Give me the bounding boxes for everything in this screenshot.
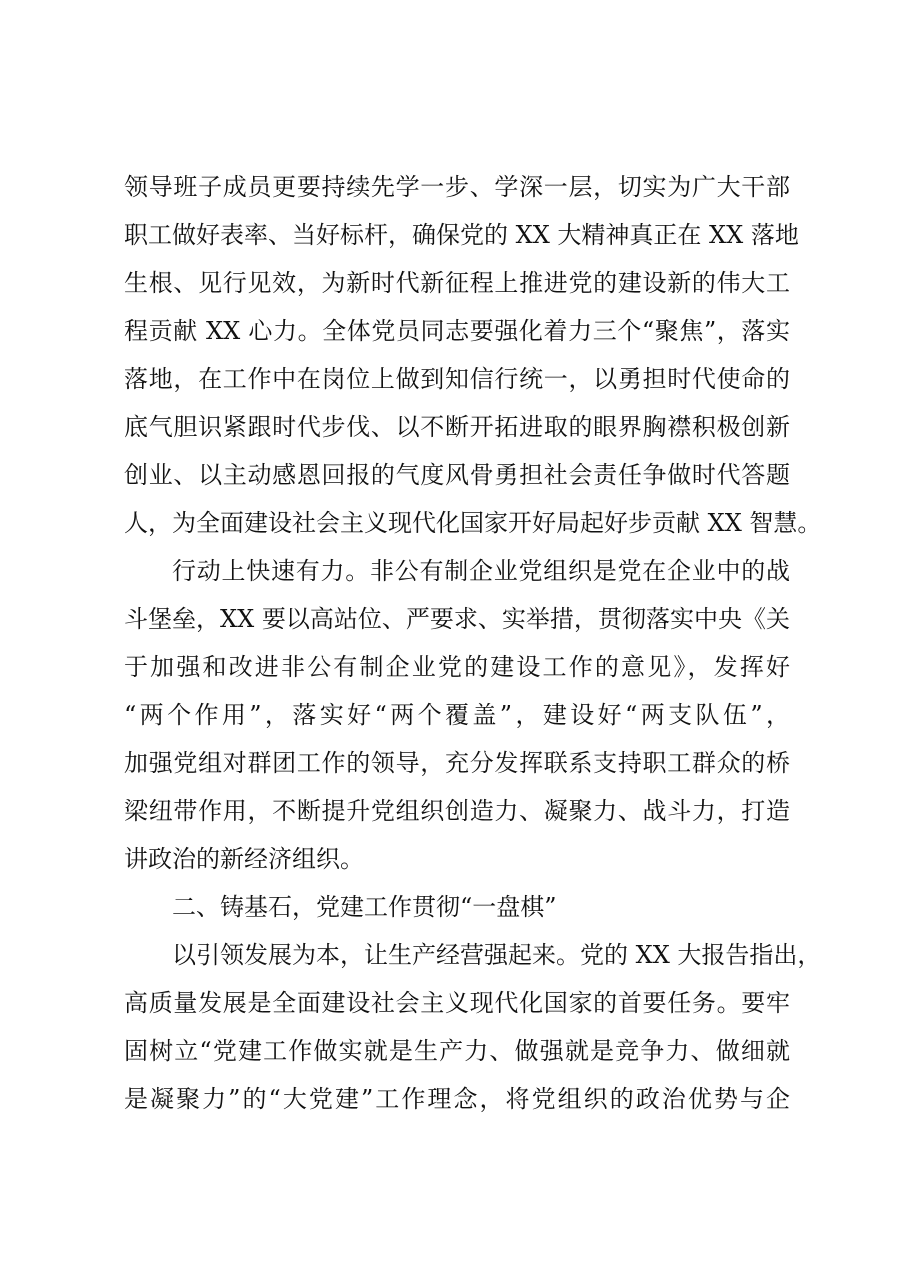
text-line: 职工做好表率、当好标杆，确保党的 XX 大精神真正在 XX 落地 bbox=[124, 221, 799, 249]
text-line: 底气胆识紧跟时代步伐、以不断开拓进取的眼界胸襟积极创新 bbox=[124, 413, 790, 441]
text-line: 是凝聚力”的“大党建”工作理念，将党组织的政治优势与企 bbox=[124, 1085, 790, 1113]
section-heading: 二、铸基石，党建工作贯彻“一盘棋” bbox=[172, 893, 557, 921]
text-line: 高质量发展是全面建设社会主义现代化国家的首要任务。要牢 bbox=[124, 989, 790, 1017]
text-line: 生根、见行见效，为新时代新征程上推进党的建设新的伟大工 bbox=[124, 269, 790, 297]
text-line: 人，为全面建设社会主义现代化国家开好局起好步贡献 XX 智慧。 bbox=[124, 509, 822, 537]
text-line: 加强党组对群团工作的领导，充分发挥联系支持职工群众的桥 bbox=[124, 749, 790, 777]
text-line: 创业、以主动感恩回报的气度风骨勇担社会责任争做时代答题 bbox=[124, 461, 790, 489]
text-line: 讲政治的新经济组织。 bbox=[124, 845, 364, 873]
text-line: 于加强和改进非公有制企业党的建设工作的意见》，发挥好 bbox=[124, 653, 790, 681]
text-line: 以引领发展为本，让生产经营强起来。党的 XX 大报告指出， bbox=[172, 941, 822, 969]
text-line: “两个作用”，落实好“两个覆盖”，建设好“两支队伍”， bbox=[124, 701, 790, 729]
text-line: 落地，在工作中在岗位上做到知信行统一，以勇担时代使命的 bbox=[124, 365, 790, 393]
text-line: 固树立“党建工作做实就是生产力、做强就是竞争力、做细就 bbox=[124, 1037, 790, 1065]
text-line: 领导班子成员更要持续先学一步、学深一层，切实为广大干部 bbox=[124, 173, 790, 201]
text-line: 梁纽带作用，不断提升党组织创造力、凝聚力、战斗力，打造 bbox=[124, 797, 790, 825]
text-line: 行动上快速有力。非公有制企业党组织是党在企业中的战 bbox=[172, 557, 790, 585]
text-line: 程贡献 XX 心力。全体党员同志要强化着力三个“聚焦”，落实 bbox=[124, 317, 790, 345]
text-line: 斗堡垒，XX 要以高站位、严要求、实举措，贯彻落实中央《关 bbox=[124, 605, 790, 633]
